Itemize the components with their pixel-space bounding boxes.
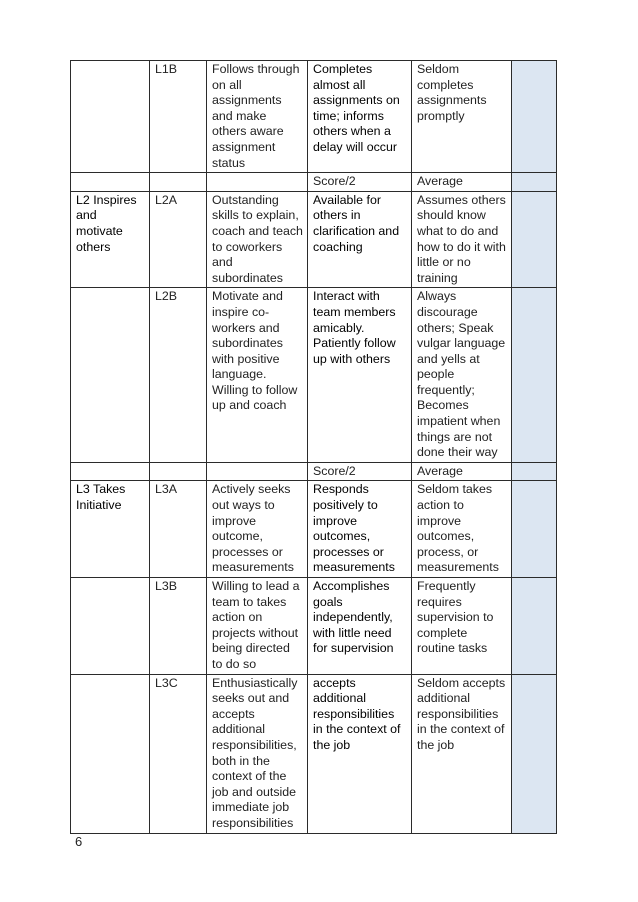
category-cell: L3 Takes Initiative — [71, 481, 150, 578]
score-label: Score/2 — [308, 462, 412, 481]
score-row — [71, 462, 557, 481]
score-input-cell[interactable] — [512, 288, 557, 463]
criterion-code: L2B — [150, 288, 207, 463]
table-row — [71, 61, 557, 173]
category-cell: L2 Inspires and motivate others — [71, 191, 150, 288]
criterion-code: L1B — [150, 61, 207, 173]
criterion-code: L3C — [150, 674, 207, 833]
category-cell — [71, 674, 150, 833]
criterion-description: Motivate and inspire co-workers and subordinates with positive language. Willing to follow up and coach — [207, 288, 308, 463]
criterion-description: Actively seeks out ways to improve outcome, processes or measurements — [207, 481, 308, 578]
table-row — [71, 191, 557, 288]
exceeds-expectation-text: Responds positively to improve outcomes, processes or measurements — [308, 481, 412, 578]
criterion-description: Follows through on all assignments and make others aware assignment status — [207, 61, 308, 173]
exceeds-expectation-text: Completes almost all assignments on time; informs others when a delay will occur — [308, 61, 412, 173]
criterion-code: L3A — [150, 481, 207, 578]
below-expectation-text: Seldom takes action to improve outcomes, process, or measurements — [412, 481, 512, 578]
below-expectation-text: Seldom completes assignments promptly — [412, 61, 512, 173]
average-input-cell[interactable] — [512, 462, 557, 481]
below-expectation-text: Assumes others should know what to do and how to do it with little or no training — [412, 191, 512, 288]
score-input-cell[interactable] — [512, 191, 557, 288]
score-input-cell[interactable] — [512, 61, 557, 173]
exceeds-expectation-text: Interact with team members amicably. Patiently follow up with others — [308, 288, 412, 463]
category-cell — [71, 61, 150, 173]
empty-cell — [150, 462, 207, 481]
criterion-description: Enthusiastically seeks out and accepts additional responsibilities, both in the context of the job and outside immediate job responsibilities — [207, 674, 308, 833]
average-label: Average — [412, 462, 512, 481]
table-row — [71, 674, 557, 833]
below-expectation-text: Frequently requires supervision to complete routine tasks — [412, 578, 512, 675]
table-row — [71, 288, 557, 463]
empty-cell — [207, 173, 308, 192]
empty-cell — [71, 462, 150, 481]
criterion-description: Willing to lead a team to takes action on projects without being directed to do so — [207, 578, 308, 675]
criterion-code: L2A — [150, 191, 207, 288]
category-cell — [71, 578, 150, 675]
empty-cell — [71, 173, 150, 192]
evaluation-rubric-table — [70, 60, 557, 834]
score-input-cell[interactable] — [512, 481, 557, 578]
score-row — [71, 173, 557, 192]
page-number: 6 — [75, 834, 83, 849]
exceeds-expectation-text: Available for others in clarification and coaching — [308, 191, 412, 288]
exceeds-expectation-text: Accomplishes goals independently, with little need for supervision — [308, 578, 412, 675]
score-label: Score/2 — [308, 173, 412, 192]
score-input-cell[interactable] — [512, 674, 557, 833]
category-cell — [71, 288, 150, 463]
criterion-description: Outstanding skills to explain, coach and teach to coworkers and subordinates — [207, 191, 308, 288]
criterion-code: L3B — [150, 578, 207, 675]
table-row — [71, 481, 557, 578]
score-input-cell[interactable] — [512, 578, 557, 675]
empty-cell — [207, 462, 308, 481]
below-expectation-text: Always discourage others; Speak vulgar language and yells at people frequently; Becomes impatient when things are not done their way — [412, 288, 512, 463]
below-expectation-text: Seldom accepts additional responsibilities in the context of the job — [412, 674, 512, 833]
average-input-cell[interactable] — [512, 173, 557, 192]
table-row — [71, 578, 557, 675]
exceeds-expectation-text: accepts additional responsibilities in the context of the job — [308, 674, 412, 833]
empty-cell — [150, 173, 207, 192]
average-label: Average — [412, 173, 512, 192]
